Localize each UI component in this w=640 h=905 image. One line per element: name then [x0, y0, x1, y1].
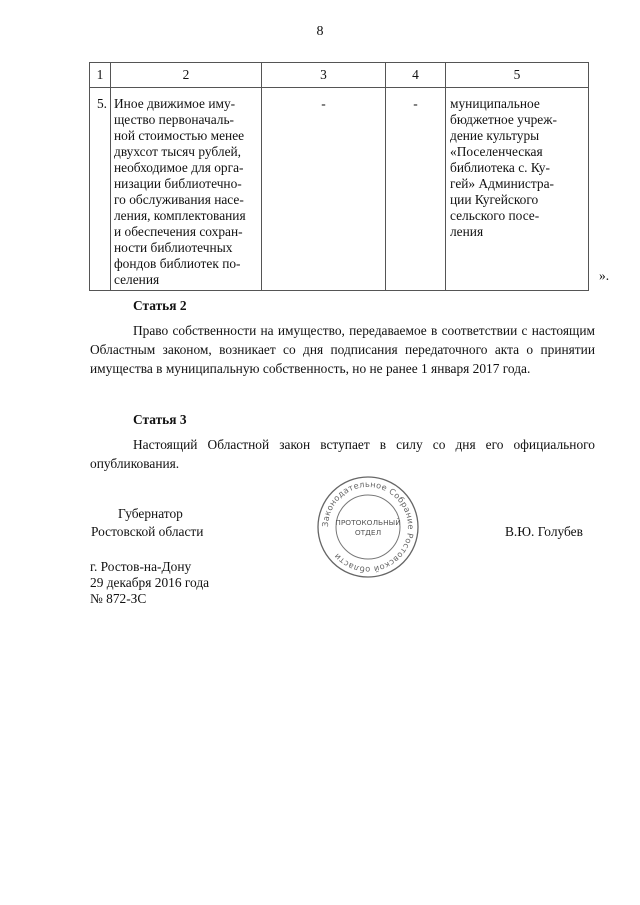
table-header-cell: 1: [90, 63, 111, 88]
closing-quote: ».: [599, 268, 610, 283]
footer-law-number: № 872-ЗС: [90, 591, 147, 606]
seal-inner-line1: ПРОТОКОЛЬНЫЙ: [335, 518, 401, 527]
signatory-title-line2: Ростовской области: [91, 524, 204, 539]
official-seal-stamp: [316, 475, 420, 579]
table-header-row: [90, 63, 589, 88]
article-2-title: Статья 2: [133, 298, 187, 313]
property-table: [89, 62, 589, 291]
property-name: Иное движимое иму- щество первоначаль- ной стоимостью менее двухсот тысяч рублей, необходимое для орга- низации библиотечно- го обслуживания насе- ления, комплектования и обеспечения сохран- ности библиотечных фондов библиотек по- селения: [111, 88, 262, 291]
table-row: [90, 88, 589, 291]
footer-city: г. Ростов-на-Дону: [90, 559, 192, 574]
row-number: 5.: [90, 88, 111, 291]
footer-date: 29 декабря 2016 года: [90, 575, 210, 590]
seal-inner-line2: ОТДЕЛ: [354, 528, 382, 537]
seal-ring-text: Законодательное Собрание Ростовской области: [319, 478, 417, 576]
table-header-cell: 5: [446, 63, 589, 88]
signatory-name: В.Ю. Голубев: [505, 524, 583, 539]
col3-value: -: [262, 88, 386, 291]
article-2-text: Право собственности на имущество, передаваемое в соответствии с настоящим Областным законом, возникает со дня подписания передаточного акта о принятии имущества в муниципальную собственность, но не ранее 1 января 2017 года.: [90, 323, 595, 376]
table-header-cell: 2: [111, 63, 262, 88]
article-3-text: Настоящий Областной закон вступает в силу со дня его официального опубликования.: [90, 437, 595, 471]
article-3-title: Статья 3: [133, 412, 187, 427]
page-number: 8: [316, 24, 324, 39]
signatory-title-line1: Губернатор: [118, 506, 183, 521]
table-header-cell: 3: [262, 63, 386, 88]
table-header-cell: 4: [386, 63, 446, 88]
col4-value: -: [386, 88, 446, 291]
recipient-organization: муниципальное бюджетное учреж- дение культуры «Поселенческая библиотека с. Ку- гей» Администра- ции Кугейского сельского посе- ления: [446, 88, 589, 291]
